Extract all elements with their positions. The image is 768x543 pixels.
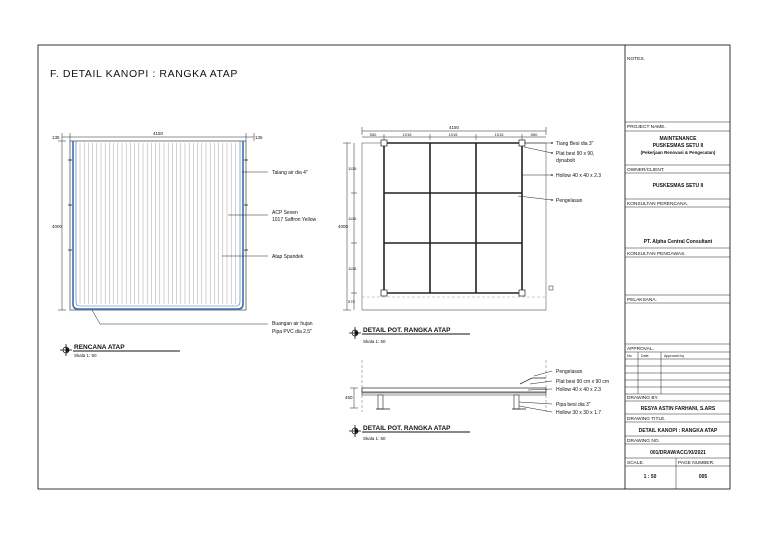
plan-caption (60, 344, 180, 358)
konsultan-pengawas-label: KONSULTAN PENGAWAS. (627, 252, 686, 257)
drawing-no-value: 001/DRAW/ACC/XI/2021 (650, 450, 706, 456)
approval-col-date: Date (641, 354, 649, 358)
frame-dim-left-total: 4000 (338, 224, 349, 229)
drawing-title-value: DETAIL KANOPI : RANGKA ATAP (638, 428, 718, 434)
plan-dim-right-offset: 135 (255, 135, 263, 140)
plan-label-pipa: Pipa PVC dia 2.5" (272, 329, 312, 335)
plan-label-spandek: Atap Spandek (272, 254, 304, 260)
drawing-by-label: DRAWING BY. (627, 396, 659, 401)
title-block-text (627, 56, 718, 480)
section-dim-left: 450 (345, 395, 353, 400)
frame-label-tiang: Tiang Besi dia 3" (556, 141, 594, 147)
owner-label: OWNER/CLIENT. (627, 168, 665, 173)
frame-dim-left-seg-1: 1115 (348, 166, 357, 171)
sheet-title: F. DETAIL KANOPI : RANGKA ATAP (50, 68, 238, 80)
konsultan-perencana-label: KONSULTAN PERENCANA. (627, 202, 689, 207)
frame-dim-left-seg-2: 1115 (348, 216, 357, 221)
frame-dim-top-seg-5: 550 (530, 132, 538, 137)
approval-col-approved: Approved by (664, 354, 685, 358)
frame-dim-left-seg-4: 575 (348, 299, 355, 304)
project-name-line-3: (Pekerjaan Renovasi & Pengecatan) (640, 150, 716, 155)
plan-dim-left-offset: 135 (52, 135, 60, 140)
plan-caption-scale: Skala 1: 50 (74, 353, 97, 358)
plan-label-talang: Talang air dia 4" (272, 170, 308, 176)
frame-dim-left-seg-3: 1115 (348, 266, 357, 271)
owner-value: PUSKESMAS SETU II (652, 183, 704, 189)
frame-dim-top-seg-1: 550 (369, 132, 377, 137)
frame-dim-top-total: 4150 (448, 125, 460, 130)
drawing-title-label: DRAWING TITLE. (627, 417, 666, 422)
plan-label-acp: ACP Seven (272, 210, 298, 216)
project-name-line-1: MAINTENANCE (659, 136, 697, 142)
frame-label-dynabolt: dynabolt (556, 158, 575, 164)
section-detail (345, 360, 609, 441)
section-label-hollow-30: Hollow 30 x 30 x 1.7 (556, 410, 602, 416)
plan-rencana-atap (52, 131, 317, 358)
pelaksana-label: PELAKSANA. (627, 298, 657, 303)
plan-caption-title: RENCANA ATAP (74, 344, 125, 351)
project-name-line-2: PUSKESMAS SETU II (652, 143, 704, 149)
frame-dim-top-seg-4: 1015 (494, 132, 504, 137)
project-name-label: PROJECT NAME. (627, 125, 666, 130)
section-label-pengelasan: Pengelasan (556, 369, 583, 375)
section-label-plat: Plat besi 90 cm x 90 cm (556, 379, 610, 385)
plan-dim-height: 4000 (52, 224, 63, 229)
frame-caption-scale: Skala 1: 50 (363, 339, 386, 344)
frame-label-pengelasan: Pengelasan (556, 198, 583, 204)
plan-dim-top: 4150 (152, 131, 164, 136)
drawing-by-value: RESYA ASTIN FARHANI, S.ARS (640, 406, 716, 412)
scale-label: SCALE. (627, 461, 645, 466)
page-number-label: PAGE NUMBER. (678, 461, 715, 466)
drawing-no-label: DRAWING NO. (627, 439, 660, 444)
page-number-value: 005 (698, 474, 708, 480)
approval-col-no: No (627, 354, 632, 358)
frame-caption-title: DETAIL POT. RANGKA ATAP (363, 327, 451, 334)
section-caption-title: DETAIL POT. RANGKA ATAP (363, 425, 451, 432)
section-caption (349, 425, 470, 441)
section-caption-scale: Skala 1: 50 (363, 436, 386, 441)
plan-label-acp-color: 1017 Saffron Yellow (272, 217, 317, 223)
frame-dim-top-seg-3: 1015 (448, 132, 458, 137)
frame-label-hollow: Hollow 40 x 40 x 2.3 (556, 173, 602, 179)
konsultan-perencana-value: PT. Alpha Central Consultant (643, 239, 713, 245)
frame-dim-top-seg-2: 1015 (402, 132, 412, 137)
section-label-pipa: Pipa besi dia 3" (556, 402, 591, 408)
section-label-hollow-40: Hollow 40 x 40 x 2.3 (556, 387, 602, 393)
scale-value: 1 : 50 (643, 474, 657, 480)
frame-detail-rangka (338, 125, 601, 344)
plan-label-buangan: Buangan air hujan (272, 321, 313, 327)
approval-label: APPROVAL. (627, 347, 654, 352)
notes-label: NOTES. (627, 57, 645, 62)
spandek-stripes (80, 143, 235, 304)
frame-label-plat: Plat besi 90 x 90, (556, 151, 595, 157)
frame-caption (349, 327, 470, 344)
